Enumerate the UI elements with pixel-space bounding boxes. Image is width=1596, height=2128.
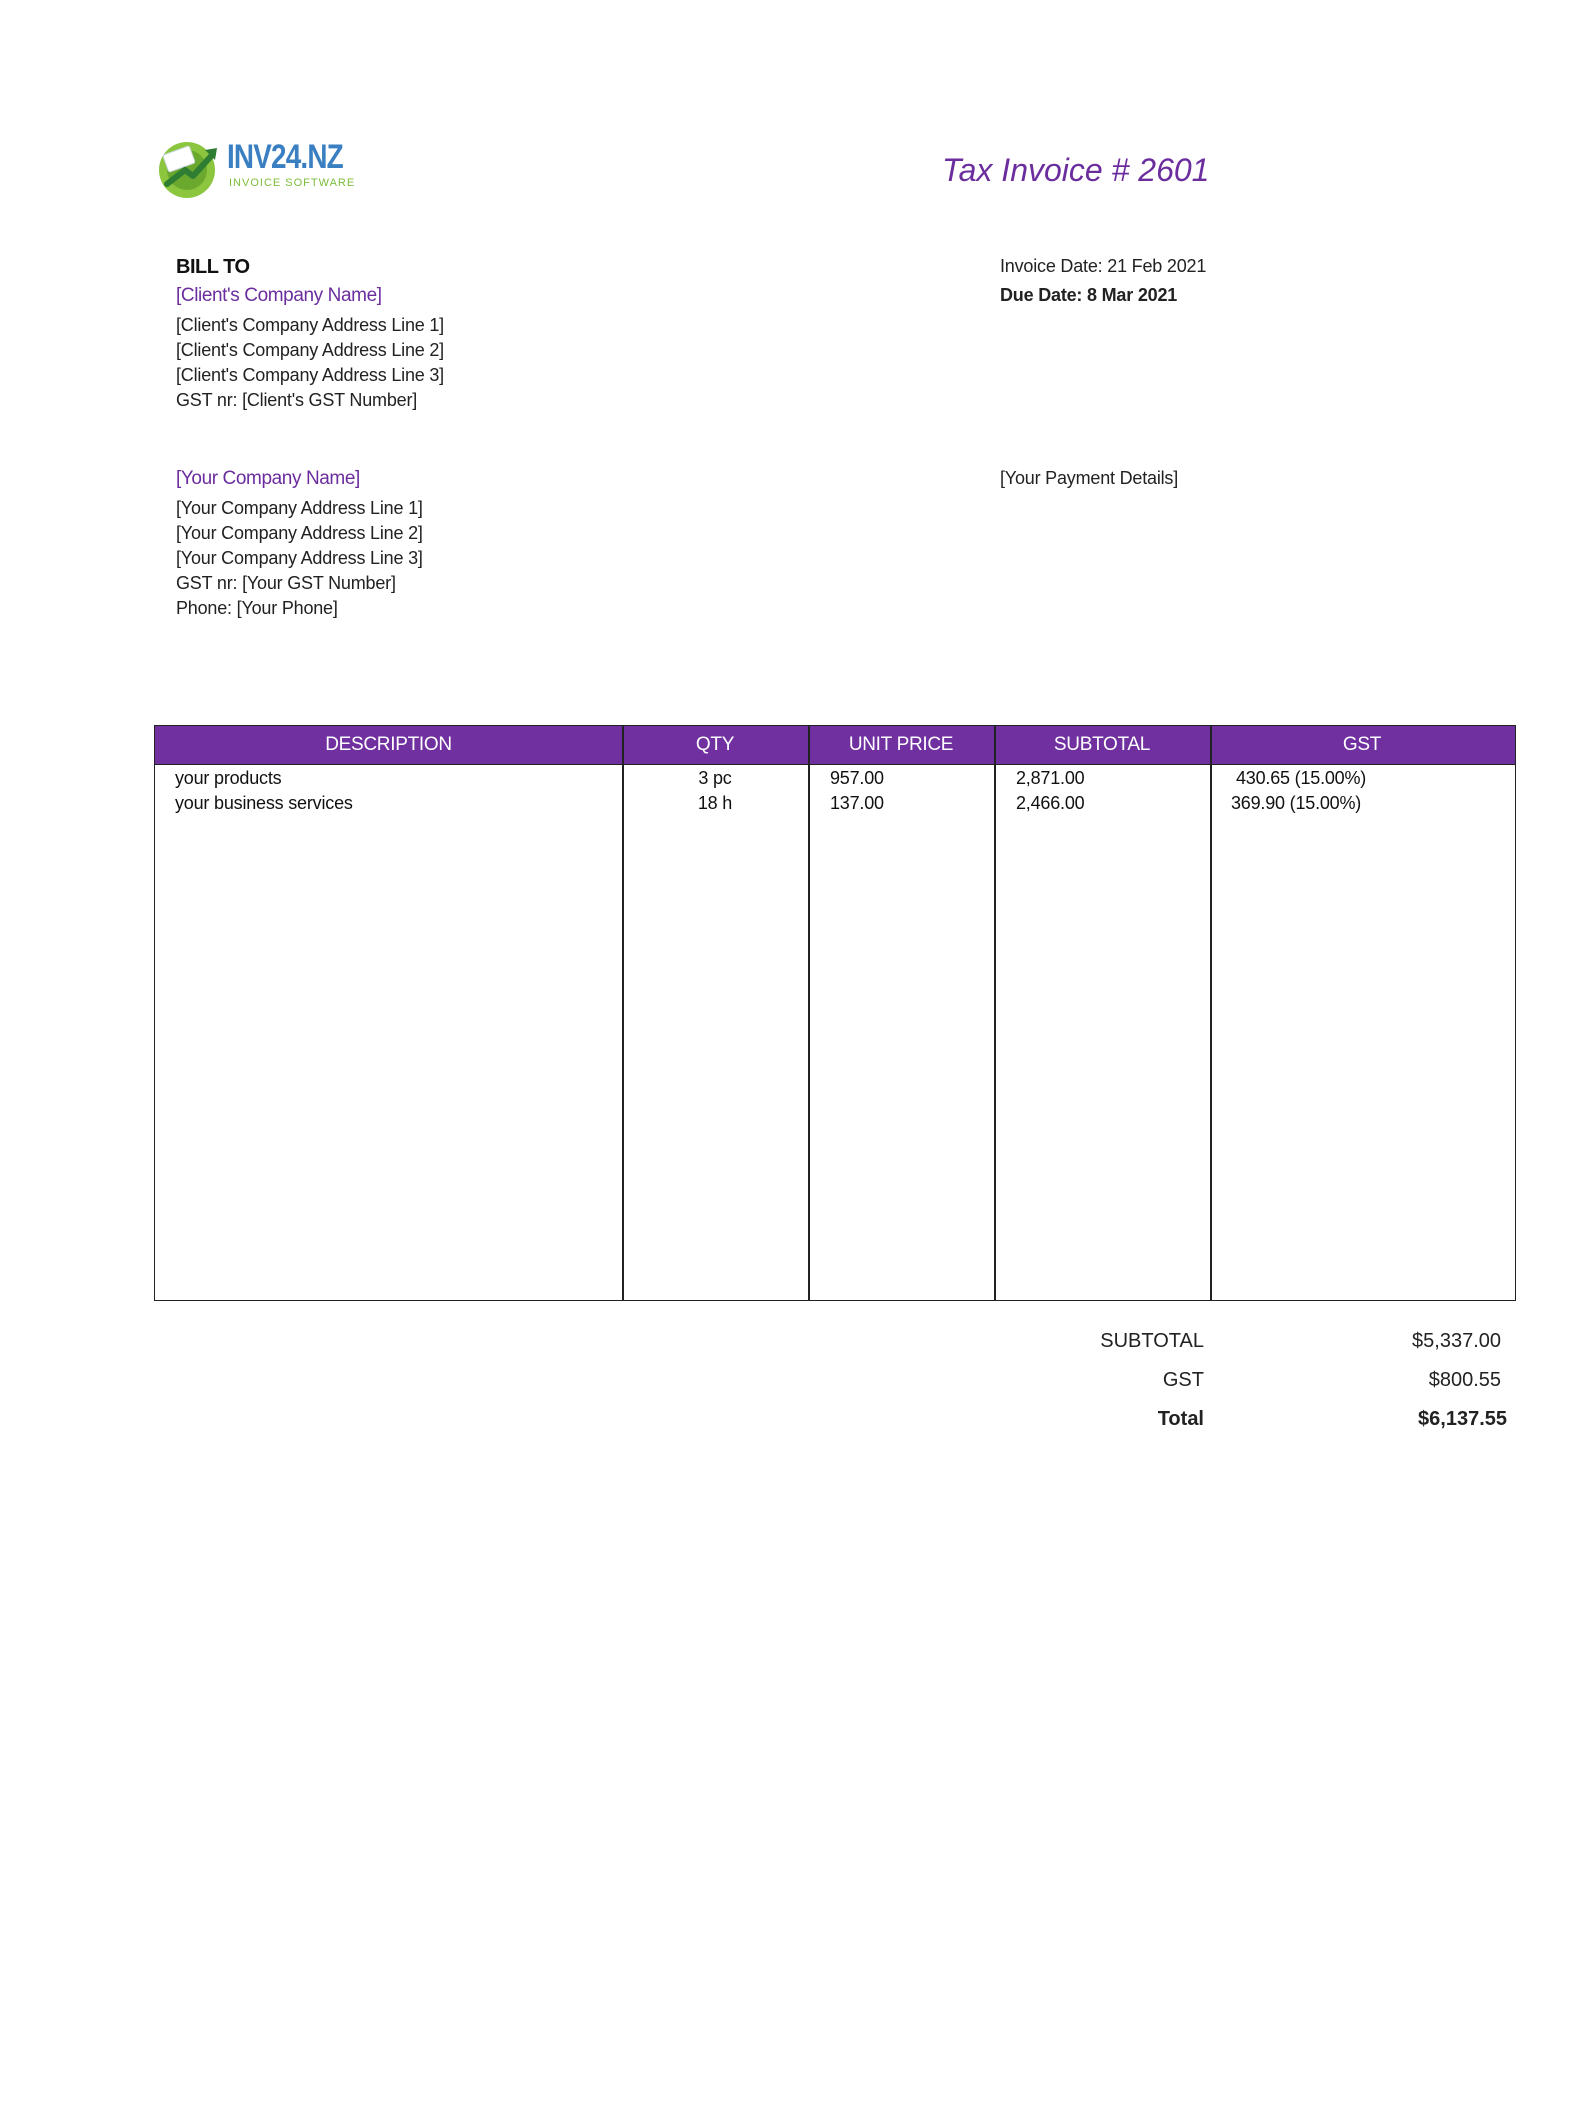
column-divider	[1210, 726, 1212, 1300]
gst-value: $800.55	[1428, 1369, 1501, 1391]
seller-address-line-1: [Your Company Address Line 1]	[176, 498, 423, 518]
company-logo	[155, 132, 365, 202]
payment-details: [Your Payment Details]	[1000, 468, 1179, 488]
header-qty: QTY	[695, 734, 735, 755]
row-1-qty: 3 pc	[698, 768, 732, 788]
client-address-line-2: [Client's Company Address Line 2]	[176, 340, 444, 360]
row-2-unit-price: 137.00	[830, 793, 884, 813]
subtotal-value: $5,337.00	[1412, 1330, 1501, 1352]
subtotal-label: SUBTOTAL	[1100, 1330, 1204, 1352]
due-date: Due Date: 8 Mar 2021	[1000, 285, 1178, 305]
client-address-line-1: [Client's Company Address Line 1]	[176, 315, 444, 335]
seller-address-line-2: [Your Company Address Line 2]	[176, 523, 423, 543]
row-1-unit-price: 957.00	[830, 768, 884, 788]
row-2-gst: 369.90 (15.00%)	[1231, 793, 1362, 813]
seller-gst-number: GST nr: [Your GST Number]	[176, 573, 396, 593]
gst-label: GST	[1162, 1369, 1204, 1391]
column-divider	[808, 726, 810, 1300]
row-2-qty: 18 h	[697, 793, 733, 813]
column-divider	[994, 726, 996, 1300]
bill-to-heading: BILL TO	[176, 256, 250, 278]
items-table	[154, 725, 1516, 1301]
seller-phone: Phone: [Your Phone]	[176, 598, 338, 618]
logo-text: INV24.NZ	[227, 138, 343, 176]
invoice-date: Invoice Date: 21 Feb 2021	[1000, 256, 1207, 276]
row-2-subtotal: 2,466.00	[1016, 793, 1085, 813]
total-value: $6,137.55	[1418, 1408, 1507, 1430]
invoice-title: Tax Invoice # 2601	[942, 152, 1210, 188]
table-header	[155, 726, 1515, 765]
header-unit-price: UNIT PRICE	[848, 734, 954, 755]
header-gst: GST	[1342, 734, 1382, 755]
client-address-line-3: [Client's Company Address Line 3]	[176, 365, 444, 385]
seller-company-name: [Your Company Name]	[176, 468, 360, 489]
logo-subtext: INVOICE SOFTWARE	[229, 177, 356, 189]
client-company-name: [Client's Company Name]	[176, 285, 382, 306]
header-subtotal: SUBTOTAL	[1053, 734, 1151, 755]
client-gst-number: GST nr: [Client's GST Number]	[176, 390, 418, 410]
row-2-description: your business services	[175, 793, 353, 813]
logo-icon	[155, 136, 225, 200]
header-description: DESCRIPTION	[325, 734, 452, 755]
seller-address-line-3: [Your Company Address Line 3]	[176, 548, 423, 568]
row-1-description: your products	[175, 768, 282, 788]
row-1-subtotal: 2,871.00	[1016, 768, 1085, 788]
row-1-gst: 430.65 (15.00%)	[1236, 768, 1367, 788]
total-label: Total	[1157, 1408, 1204, 1430]
